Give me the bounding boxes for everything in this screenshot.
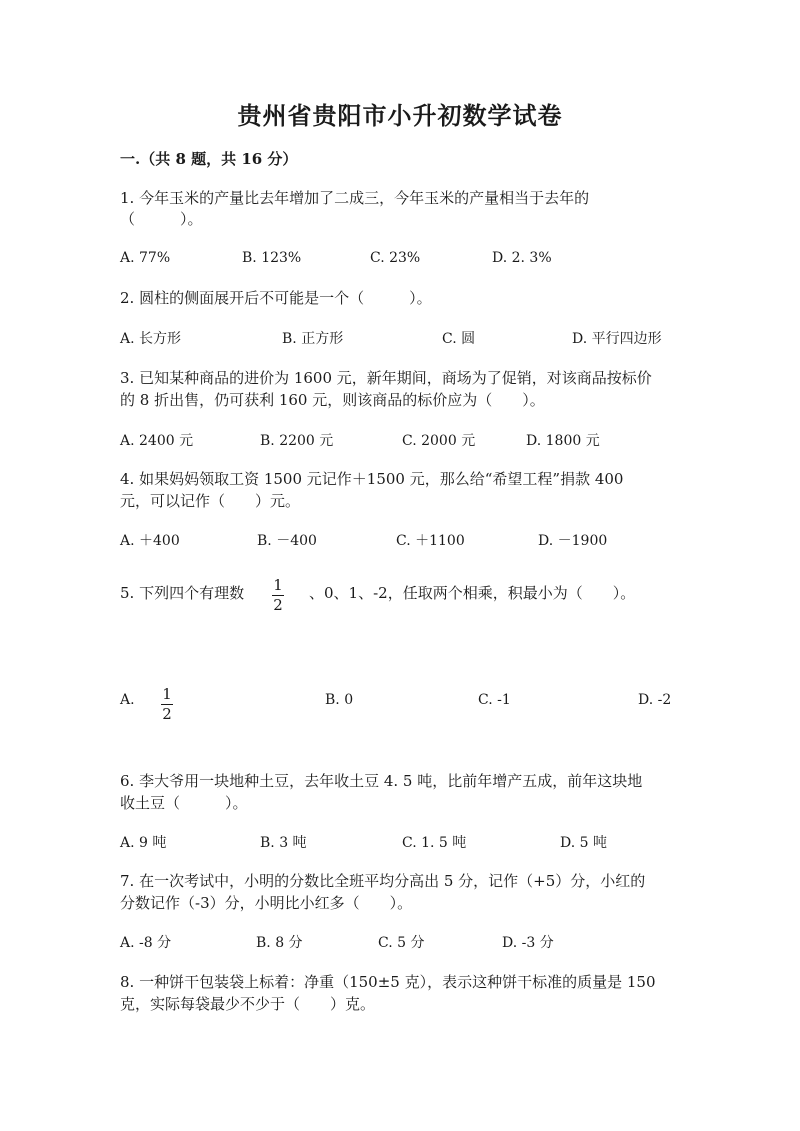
fraction-half <box>272 577 284 614</box>
question-text: 的 8 折出售，仍可获利 160 元，则该商品的标价应为（ ）。 <box>120 391 545 409</box>
page-title: 贵州省贵阳市小升初数学试卷 <box>237 101 563 130</box>
option-a[interactable]: A. -8 分 <box>120 935 172 951</box>
option-d[interactable]: D. -3 分 <box>502 935 554 951</box>
option-c[interactable]: C. 23% <box>370 250 421 266</box>
question-text: 5. 下列四个有理数 <box>120 584 245 602</box>
option-a[interactable]: A. 2400 元 <box>120 433 194 449</box>
option-d[interactable]: D. 5 吨 <box>560 835 607 851</box>
question-text: 6. 李大爷用一块地种土豆，去年收土豆 4. 5 吨，比前年增产五成，前年这块地 <box>120 772 643 790</box>
option-b[interactable]: B. 8 分 <box>256 935 303 951</box>
section-heading: 一.（共 8 题，共 16 分） <box>120 150 298 168</box>
option-c[interactable]: C. 5 分 <box>378 935 425 951</box>
option-a[interactable]: A. 长方形 <box>120 331 182 347</box>
option-c[interactable]: C. ＋1100 <box>396 533 465 549</box>
question-text: 7. 在一次考试中，小明的分数比全班平均分高出 5 分，记作（+5）分，小红的 <box>120 872 646 890</box>
option-a[interactable]: A. <box>120 692 135 708</box>
question-text: 、0、1、-2，任取两个相乘，积最小为（ ）。 <box>309 584 636 602</box>
option-a[interactable]: A. 77% <box>120 250 171 266</box>
option-a-fraction <box>161 686 173 723</box>
option-d[interactable]: D. -2 <box>638 692 672 708</box>
question-text: 4. 如果妈妈领取工资 1500 元记作＋1500 元，那么给“希望工程”捐款 400 <box>120 470 624 488</box>
question-text: 分数记作（-3）分，小明比小红多（ ）。 <box>120 894 413 912</box>
option-c[interactable]: C. -1 <box>478 692 511 708</box>
option-b[interactable]: B. 正方形 <box>282 331 344 347</box>
option-a[interactable]: A. 9 吨 <box>120 835 167 851</box>
option-d[interactable]: D. 平行四边形 <box>572 331 662 347</box>
option-d[interactable]: D. 2. 3% <box>492 250 552 266</box>
option-b[interactable]: B. －400 <box>257 533 317 549</box>
question-text: 元，可以记作（ ）元。 <box>120 492 301 510</box>
question-text: （ ）。 <box>120 210 203 228</box>
question-text: 收土豆（ ）。 <box>120 794 248 812</box>
option-c[interactable]: C. 圆 <box>442 331 476 347</box>
question-text: 8. 一种饼干包装袋上标着：净重（150±5 克），表示这种饼干标准的质量是 150 <box>120 973 656 991</box>
option-c[interactable]: C. 1. 5 吨 <box>402 835 467 851</box>
option-b[interactable]: B. 0 <box>325 692 354 708</box>
fraction-denominator: 2 <box>273 596 283 614</box>
option-d[interactable]: D. －1900 <box>538 533 608 549</box>
question-text: 2. 圆柱的侧面展开后不可能是一个（ ）。 <box>120 289 432 307</box>
option-d[interactable]: D. 1800 元 <box>526 433 600 449</box>
option-b[interactable]: B. 2200 元 <box>260 433 334 449</box>
fraction-numerator: 1 <box>273 576 283 594</box>
fraction-numerator: 1 <box>162 685 172 703</box>
fraction-denominator: 2 <box>162 705 172 723</box>
question-text: 1. 今年玉米的产量比去年增加了二成三，今年玉米的产量相当于去年的 <box>120 189 590 207</box>
question-text: 克，实际每袋最少不少于（ ）克。 <box>120 995 376 1013</box>
option-b[interactable]: B. 123% <box>242 250 302 266</box>
question-text: 3. 已知某种商品的进价为 1600 元，新年期间，商场为了促销，对该商品按标价 <box>120 369 652 387</box>
option-a[interactable]: A. ＋400 <box>120 533 180 549</box>
option-c[interactable]: C. 2000 元 <box>402 433 476 449</box>
option-b[interactable]: B. 3 吨 <box>260 835 307 851</box>
